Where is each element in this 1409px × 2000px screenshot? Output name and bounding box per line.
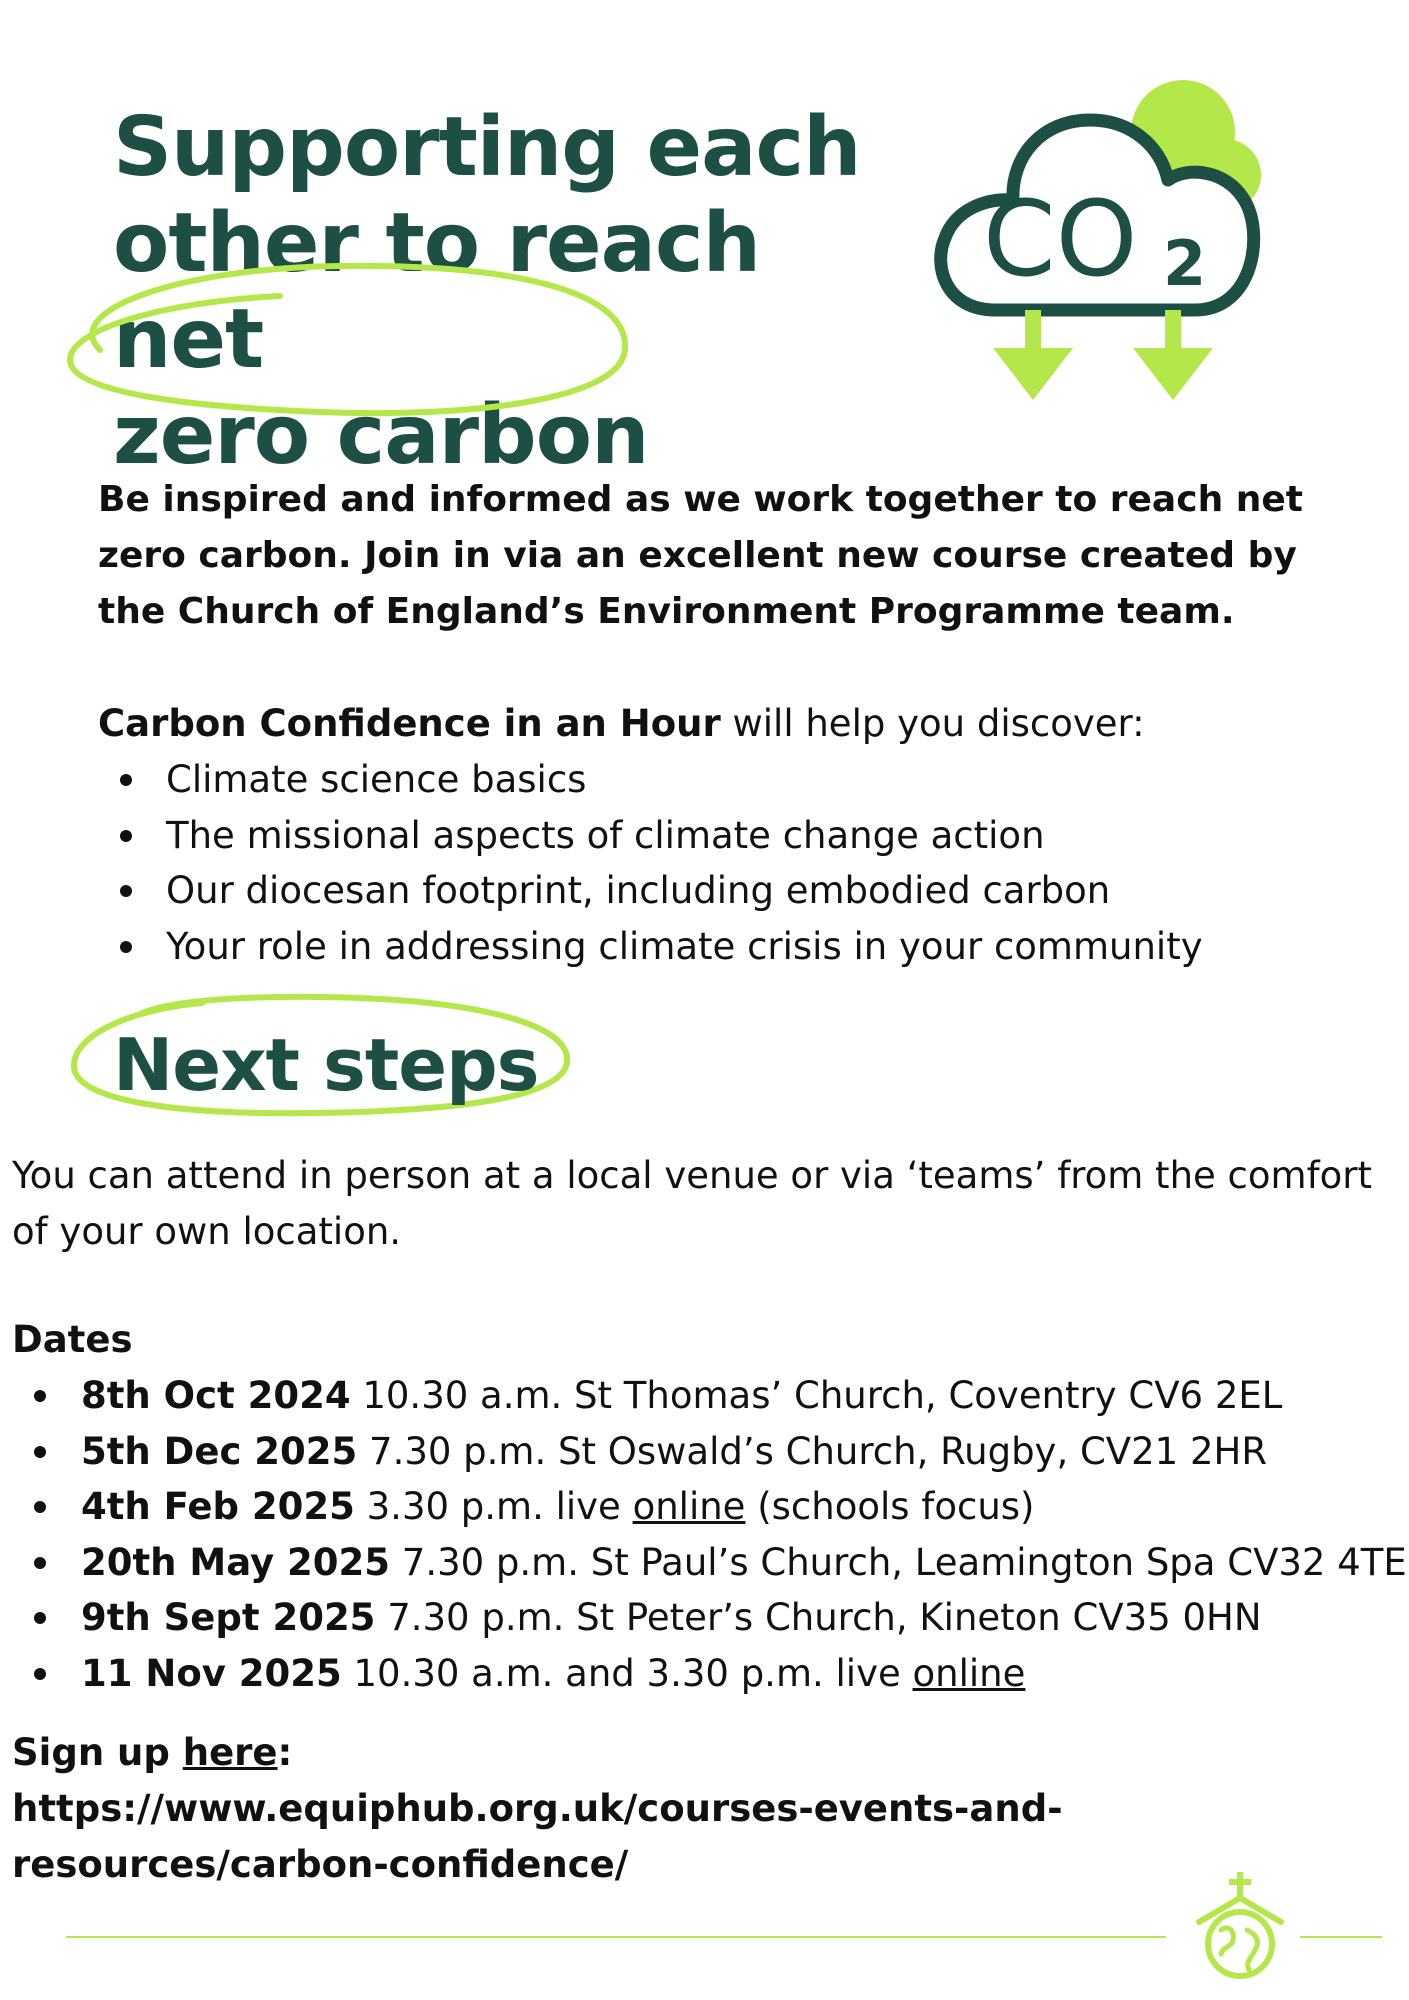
intro-paragraph: Be inspired and informed as we work together to reach net zero carbon. Join in via an excellent new course created by the Church of England’s Environment Programme team.: [98, 479, 1303, 632]
date-item: [12, 1646, 1407, 1702]
discover-lead: [98, 696, 1145, 752]
page-title: [113, 100, 893, 484]
title-line-3: zero carbon: [113, 388, 649, 483]
date-item: [12, 1590, 1407, 1646]
list-item: Your role in addressing climate crisis in your community: [98, 919, 1203, 975]
title-line-1: Supporting each: [113, 100, 861, 195]
signup-lead-line: [12, 1725, 1312, 1781]
online-link[interactable]: online: [632, 1485, 746, 1528]
title-line-2: other to reach net: [113, 196, 760, 387]
signup-colon: :: [277, 1731, 293, 1774]
dates-heading: Dates: [12, 1318, 133, 1361]
date-label: 4th Feb 2025: [81, 1485, 355, 1528]
date-label: 5th Dec 2025: [81, 1429, 358, 1473]
footer-rule-right: [1300, 1936, 1382, 1938]
co2-subscript: 2: [1163, 227, 1207, 300]
footer-rule-left: [66, 1936, 1166, 1938]
date-label: 8th Oct 2024: [81, 1374, 351, 1417]
signup-url-line-2[interactable]: resources/carbon-confidence/: [12, 1843, 629, 1886]
down-arrow-icon: [993, 310, 1073, 400]
signup-lead: Sign up: [12, 1731, 183, 1774]
date-details: 7.30 p.m. St Peter’s Church, Kineton CV35 0HN: [375, 1596, 1262, 1639]
date-details: 3.30 p.m. live: [354, 1485, 633, 1528]
online-link[interactable]: online: [912, 1651, 1026, 1695]
list-item: Climate science basics: [98, 752, 1203, 808]
next-steps-heading: Next steps: [113, 1023, 539, 1107]
date-label: 9th Sept 2025: [81, 1596, 376, 1639]
date-item: [12, 1368, 1407, 1424]
discover-list: [98, 752, 1203, 974]
date-item: [12, 1535, 1407, 1591]
signup-block: [12, 1725, 1312, 1893]
list-item: The missional aspects of climate change action: [98, 808, 1203, 864]
date-details: 7.30 p.m. St Oswald’s Church, Rugby, CV21 2HR: [357, 1429, 1268, 1473]
co2-label: CO: [983, 178, 1138, 300]
signup-url-line-1[interactable]: https://www.equiphub.org.uk/courses-events-and-: [12, 1787, 1063, 1830]
date-details-suffix: (schools focus): [745, 1485, 1035, 1528]
date-details: 10.30 a.m. and 3.30 p.m. live: [341, 1651, 913, 1695]
dates-list: [12, 1368, 1407, 1701]
down-arrow-icon: [1133, 310, 1213, 400]
date-label: 20th May 2025: [81, 1540, 391, 1584]
discover-lead-rest: will help you discover:: [720, 702, 1145, 745]
date-item: [12, 1424, 1407, 1480]
date-item: [12, 1479, 1407, 1535]
list-item: Our diocesan footprint, including embodied carbon: [98, 863, 1203, 919]
co2-cloud-icon: [925, 60, 1285, 410]
date-details: 7.30 p.m. St Paul’s Church, Leamington Spa CV32 4TE: [390, 1540, 1407, 1584]
signup-here-link[interactable]: here: [182, 1731, 278, 1774]
course-name: Carbon Confidence in an Hour: [98, 702, 721, 745]
date-label: 11 Nov 2025: [81, 1651, 342, 1695]
date-details: 10.30 a.m. St Thomas’ Church, Coventry CV6 2EL: [350, 1374, 1283, 1417]
attend-paragraph: You can attend in person at a local venue or via ‘teams’ from the comfort of your own location.: [12, 1154, 1372, 1253]
church-globe-logo-icon: [1195, 1870, 1285, 1985]
